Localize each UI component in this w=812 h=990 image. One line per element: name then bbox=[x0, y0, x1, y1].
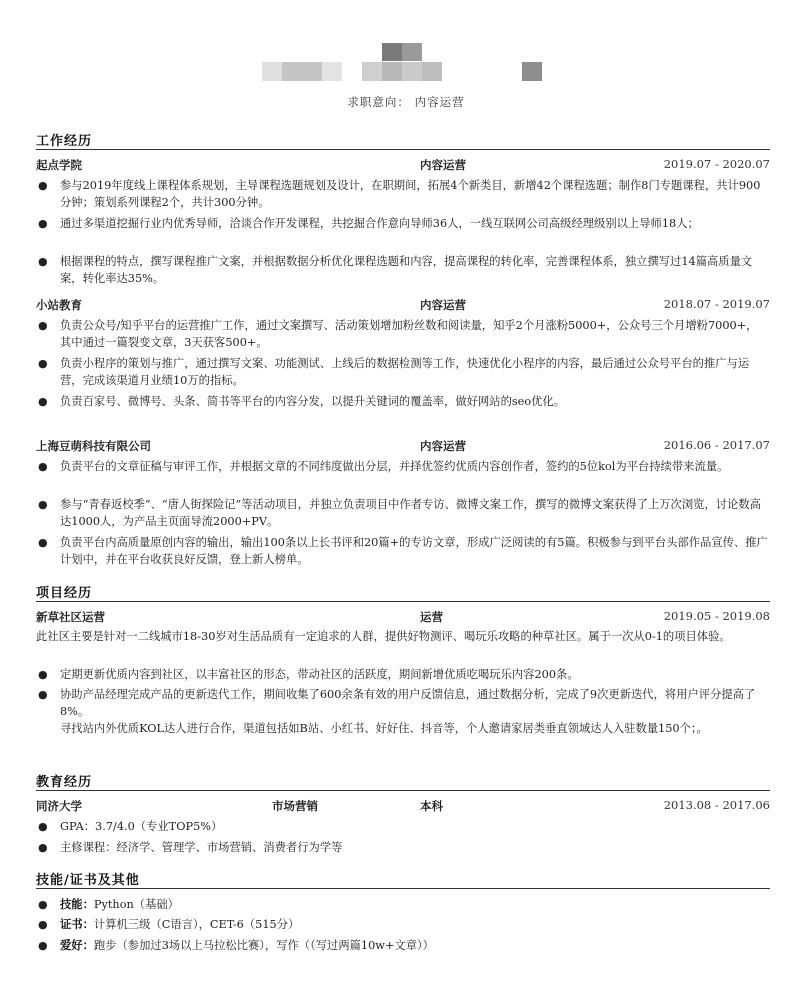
list-item-text: 负责小程序的策划与推广，通过撰写文案、功能测试、上线后的数据检测等工作，快速优化小程序的内容，最后通过公众号平台的推广与运营，完成该渠道月业绩10万的指标。 bbox=[60, 357, 750, 387]
list-item-text: 负责平台内高质量原创内容的输出，输出100条以上长书评和20篇+的专访文章，形成广泛阅读的有5篇。积极参与到平台头部作品宣传、推广计划中，并在平台收获良好反馈，登上新人榜单。 bbox=[60, 536, 768, 566]
list-item-text: 参与2019年度线上课程体系规划，主导课程选题规划及设计，在职期间，拓展4个新类目，新增42个课程选题；制作8门专题课程，共计900分钟；策划系列课程2个，共计300分钟。 bbox=[60, 179, 761, 209]
school-name: 同济大学 bbox=[36, 799, 82, 813]
job-date: 2019.07 - 2020.07 bbox=[663, 157, 770, 171]
job-date: 2016.06 - 2017.07 bbox=[663, 438, 770, 452]
list-item-text bbox=[60, 916, 768, 933]
job-role: 内容运营 bbox=[420, 158, 466, 172]
section-title-work: 工作经历 bbox=[36, 134, 93, 149]
major: 市场营销 bbox=[272, 799, 318, 813]
list-item-text: GPA：3.7/4.0（专业TOP5%） bbox=[60, 820, 223, 833]
job-intention: 求职意向： 内容运营 bbox=[347, 95, 465, 109]
job-header bbox=[36, 157, 770, 173]
bullet-icon: ● bbox=[38, 688, 48, 701]
list-item-text: 负责公众号/知乎平台的运营推广工作，通过文案撰写、活动策划增加粉丝数和阅读量，知乎2个月涨粉5000+，公众号三个月增粉7000+，其中通过一篇裂变文章，3天获客500+。 bbox=[60, 319, 758, 349]
project-role: 运营 bbox=[420, 610, 443, 624]
bullet-icon: ● bbox=[38, 357, 48, 370]
degree: 本科 bbox=[420, 799, 443, 813]
job-organization: 小站教育 bbox=[36, 298, 82, 312]
list-item-text: 负责百家号、微博号、头条、简书等平台的内容分发，以提升关键词的覆盖率，做好网站的seo优化。 bbox=[60, 395, 566, 408]
job-header bbox=[36, 297, 770, 313]
list-item-text bbox=[60, 896, 768, 913]
skill-value: Python（基础） bbox=[93, 898, 179, 911]
bullet-icon: ● bbox=[38, 668, 48, 681]
list-item-text bbox=[60, 937, 768, 954]
project-name: 新草社区运营 bbox=[36, 610, 105, 624]
list-item-text: 参与“青春返校季”、“唐人街探险记”等活动项目，并独立负责项目中作者专访、微博文案工作，撰写的微博文案获得了上万次浏览，讨论数高达1000人，为产品主页面导流2000+PV。 bbox=[60, 498, 761, 528]
name-blur-image bbox=[0, 0, 812, 90]
certificate-value: 计算机三级（C语言），CET-6（515分） bbox=[93, 918, 300, 931]
bullet-icon: ● bbox=[38, 319, 48, 332]
skill-label: 技能： bbox=[60, 897, 94, 911]
list-item-text: 负责平台的文章征稿与审评工作，并根据文章的不同纬度做出分层，并择优签约优质内容创作者，签约的5位kol为平台持续带来流量。 bbox=[60, 460, 729, 473]
bullet-icon: ● bbox=[38, 918, 48, 931]
list-item-text: 定期更新优质内容到社区，以丰富社区的形态，带动社区的活跃度，期间新增优质吃喝玩乐内容200条。 bbox=[60, 668, 579, 681]
project-header bbox=[36, 609, 770, 625]
education-date: 2013.08 - 2017.06 bbox=[663, 798, 770, 812]
bullet-icon: ● bbox=[38, 498, 48, 511]
bullet-icon: ● bbox=[38, 460, 48, 473]
project-description: 此社区主要是针对一二线城市18-30岁对生活品质有一定追求的人群，提供好物测评、喝玩乐攻略的种草社区。属于一次从0-1的项目体验。 bbox=[36, 630, 731, 643]
bullet-icon: ● bbox=[38, 536, 48, 549]
job-role: 内容运营 bbox=[420, 439, 466, 453]
bullet-icon: ● bbox=[38, 179, 48, 192]
list-item-text: 协助产品经理完成产品的更新迭代工作，期间收集了600余条有效的用户反馈信息，通过数据分析，完成了9次更新迭代，将用户评分提高了8%。 寻找站内外优质KOL达人进行合作，渠道包括如B站、小红书、好好住、抖音等，个人邀请家居类垂直领域达人入驻数量150个；。 bbox=[60, 688, 756, 735]
list-item-text: 主修课程：经济学、管理学、市场营销、消费者行为学等 bbox=[60, 841, 343, 854]
job-role: 内容运营 bbox=[420, 298, 466, 312]
certificate-label: 证书： bbox=[60, 917, 94, 931]
bullet-icon: ● bbox=[38, 939, 48, 952]
section-title-project: 项目经历 bbox=[36, 586, 93, 601]
section-divider bbox=[36, 790, 770, 791]
section-title-education: 教育经历 bbox=[36, 775, 93, 790]
bullet-icon: ● bbox=[38, 898, 48, 911]
list-item-text: 通过多渠道挖掘行业内优秀导师，洽谈合作开发课程，共挖掘合作意向导师36人，一线互联网公司高级经理级别以上导师18人； bbox=[60, 217, 699, 230]
section-divider bbox=[36, 888, 770, 889]
bullet-icon: ● bbox=[38, 255, 48, 268]
job-date: 2018.07 - 2019.07 bbox=[663, 297, 770, 311]
bullet-icon: ● bbox=[38, 395, 48, 408]
bullet-icon: ● bbox=[38, 820, 48, 833]
section-divider bbox=[36, 601, 770, 602]
project-date: 2019.05 - 2019.08 bbox=[663, 609, 770, 623]
hobby-label: 爱好： bbox=[60, 938, 94, 952]
hobby-value: 跑步（参加过3场以上马拉松比赛），写作（（写过两篇10w+文章）） bbox=[93, 939, 434, 952]
section-divider bbox=[36, 149, 770, 150]
education-header bbox=[36, 798, 770, 814]
job-header bbox=[36, 438, 770, 454]
bullet-icon: ● bbox=[38, 841, 48, 854]
list-item-text: 根据课程的特点，撰写课程推广文案，并根据数据分析优化课程选题和内容，提高课程的转化率，完善课程体系，独立撰写过14篇高质量文案，转化率达35%。 bbox=[60, 255, 753, 285]
section-title-skills: 技能/证书及其他 bbox=[36, 873, 140, 888]
job-organization: 上海豆萌科技有限公司 bbox=[36, 439, 151, 453]
job-organization: 起点学院 bbox=[36, 158, 82, 172]
bullet-icon: ● bbox=[38, 217, 48, 230]
